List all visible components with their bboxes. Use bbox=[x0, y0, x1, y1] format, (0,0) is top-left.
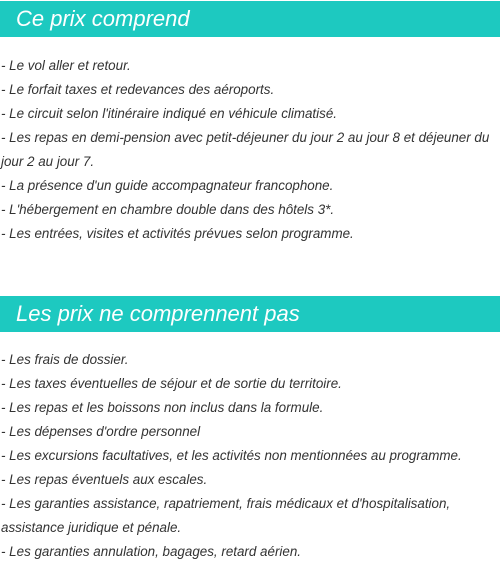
excluded-item: - Les taxes éventuelles de séjour et de sortie du territoire. bbox=[1, 376, 342, 391]
excluded-item: - Les frais de dossier. bbox=[1, 352, 129, 367]
included-item: - Le vol aller et retour. bbox=[1, 58, 131, 73]
excluded-item: - Les excursions facultatives, et les activités non mentionnées au programme. bbox=[1, 448, 462, 463]
excluded-item: - Les garanties assistance, rapatriement, frais médicaux et d'hospitalisation, assistance juridique et pénale. bbox=[1, 496, 451, 535]
included-item: - L'hébergement en chambre double dans des hôtels 3*. bbox=[1, 202, 335, 217]
included-list bbox=[1, 54, 497, 246]
excluded-item: - Les repas et les boissons non inclus dans la formule. bbox=[1, 400, 324, 415]
excluded-section-header bbox=[0, 296, 500, 332]
included-item: - Le forfait taxes et redevances des aéroports. bbox=[1, 82, 275, 97]
included-item: - Les repas en demi-pension avec petit-déjeuner du jour 2 au jour 8 et déjeuner du jour 2 au jour 7. bbox=[1, 130, 490, 169]
included-section-title: Ce prix comprend bbox=[16, 6, 190, 31]
included-section-header bbox=[0, 1, 500, 37]
included-item: - Les entrées, visites et activités prévues selon programme. bbox=[1, 226, 354, 241]
included-item: - Le circuit selon l'itinéraire indiqué en véhicule climatisé. bbox=[1, 106, 337, 121]
excluded-list bbox=[1, 348, 497, 564]
included-item: - La présence d'un guide accompagnateur francophone. bbox=[1, 178, 334, 193]
excluded-section-title: Les prix ne comprennent pas bbox=[16, 301, 300, 326]
excluded-item: - Les repas éventuels aux escales. bbox=[1, 472, 208, 487]
excluded-item: - Les dépenses d'ordre personnel bbox=[1, 424, 201, 439]
excluded-item: - Les garanties annulation, bagages, retard aérien. bbox=[1, 544, 302, 559]
